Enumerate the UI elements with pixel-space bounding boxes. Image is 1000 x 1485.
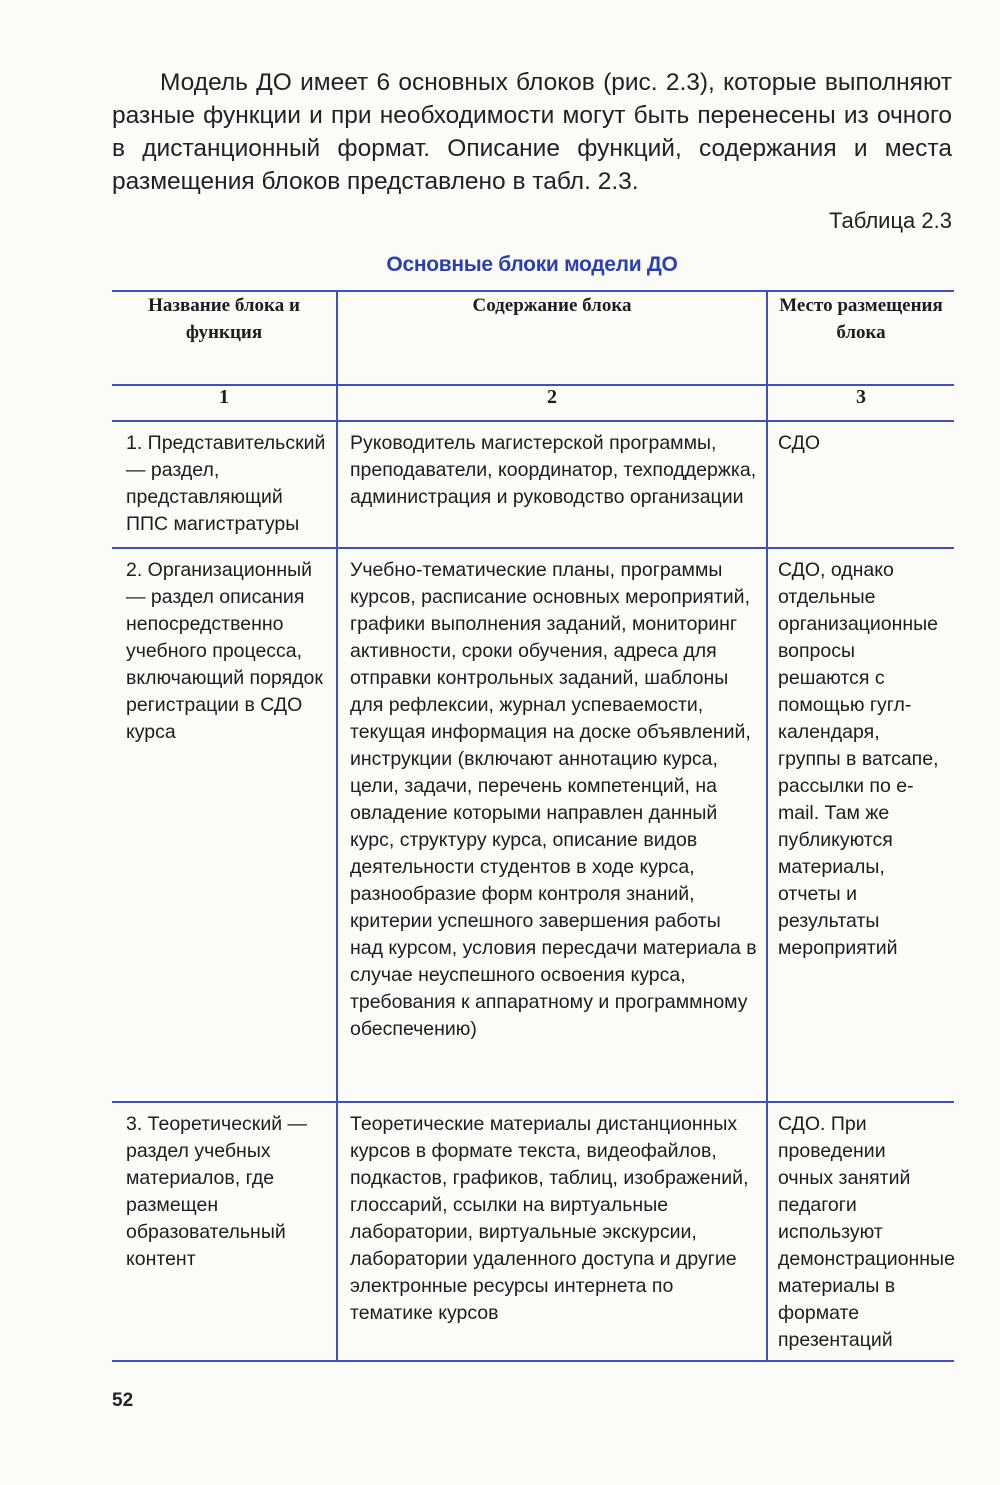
table-header-row <box>112 291 954 385</box>
header-block-name: Название блока и функция <box>112 291 337 385</box>
column-number: 1 <box>112 385 337 421</box>
column-number: 2 <box>337 385 767 421</box>
page-number: 52 <box>112 1390 134 1411</box>
column-number: 3 <box>767 385 954 421</box>
header-block-place: Место размещения блока <box>767 291 954 385</box>
block-place-cell: СДО <box>767 421 954 548</box>
block-name-cell: 3. Теоретический — раздел учебных материалов, где размещен образовательный контент <box>112 1102 337 1361</box>
block-content-cell: Теоретические материалы дистанционных курсов в формате текста, видеофайлов, подкастов, графиков, таблиц, изображений, глоссарий, ссылки на виртуальные лаборатории, виртуальные экскурсии, лаборатории удаленного доступа и другие электронные ресурсы интернета по тематике курсов <box>337 1102 767 1361</box>
intro-paragraph: Модель ДО имеет 6 основных блоков (рис. 2.3), которые выполняют разные функции и при необходимости могут быть перенесены из очного в дистанционный формат. Описание функций, содержания и места размещения блоков представлено в табл. 2.3. <box>112 69 952 195</box>
header-block-content: Содержание блока <box>337 291 767 385</box>
block-content-cell: Учебно-тематические планы, программы курсов, расписание основных мероприятий, графики выполнения заданий, мониторинг активности, сроки обучения, адреса для отправки контрольных заданий, шаблоны для рефлексии, журнал успеваемости, текущая информация на доске объявлений, инструкции (включают аннотацию курса, цели, задачи, перечень компетенций, на овладение которыми направлен данный курс, структуру курса, описание видов деятельности студентов в ходе курса, разнообразие форм контроля знаний, критерии успешного завершения работы над курсом, условия пересдачи материала в случае неуспешного освоения курса, требования к аппаратному и программному обеспечению) <box>337 548 767 1102</box>
column-number-row <box>112 385 954 421</box>
blocks-table <box>112 290 954 1362</box>
block-place-cell: СДО, однако отдельные организационные вопросы решаются с помощью гугл-календаря, группы в ватсапе, рассылки по e-mail. Там же публикуются материалы, отчеты и результаты мероприятий <box>767 548 954 1102</box>
table-row <box>112 1102 954 1361</box>
table-row <box>112 548 954 1102</box>
block-content-cell: Руководитель магистерской программы, преподаватели, координатор, техподдержка, администрация и руководство организации <box>337 421 767 548</box>
block-name-cell: 2. Организационный — раздел описания непосредственно учебного процесса, включающий порядок регистрации в СДО курса <box>112 548 337 1102</box>
block-name-cell: 1. Представительский — раздел, представляющий ППС магистратуры <box>112 421 337 548</box>
block-place-cell: СДО. При проведении очных занятий педагоги используют демонстрационные материалы в формате презентаций <box>767 1102 954 1361</box>
table-row <box>112 421 954 548</box>
table-label: Таблица 2.3 <box>829 208 952 233</box>
table-title: Основные блоки модели ДО <box>386 253 678 276</box>
